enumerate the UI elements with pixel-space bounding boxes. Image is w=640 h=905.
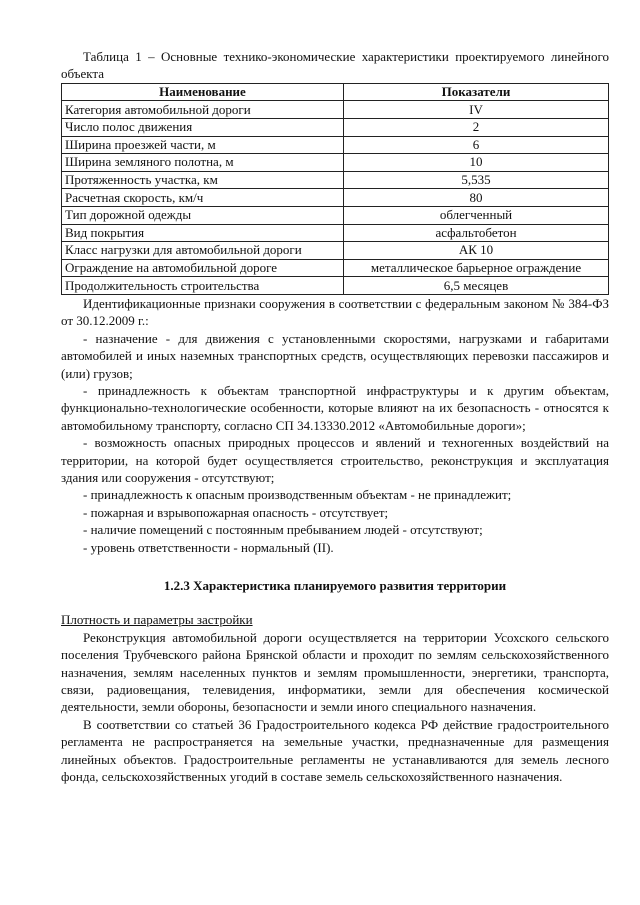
table-cell: металлическое барьерное ограждение	[344, 259, 609, 277]
table-cell: Тип дорожной одежды	[62, 206, 344, 224]
table-cell: IV	[344, 101, 609, 119]
body-paragraph: В соответствии со статьей 36 Градостроительного кодекса РФ действие градостроительного регламента не распространяется на земельные участки, предназначенные для размещения линейных объектов. Градостроительные регламенты не устанавливаются для земель лесного фонда, сельскохозяйственных угодий в составе земель сельскохозяйственного назначения.	[61, 716, 609, 785]
table-cell: облегченный	[344, 206, 609, 224]
table-cell: 5,535	[344, 171, 609, 189]
subheading-text: Плотность и параметры застройки	[61, 612, 253, 628]
column-header: Показатели	[344, 83, 609, 101]
list-item: - возможность опасных природных процессов и явлений и техногенных воздействий на территории, на которой будет осуществляется строительство, реконструкция и эксплуатация здания или сооружения - отсутствуют;	[61, 435, 609, 485]
table-header-row	[62, 83, 609, 101]
body-paragraph: Реконструкция автомобильной дороги осуществляется на территории Усохского сельского поселения Трубчевского района Брянской области и проходит по землям сельскохозяйственного назначения, землям населенных пунктов и землям промышленности, энергетики, транспорта, связи, радиовещания, телевидения, информатики, земли для обеспечения космической деятельности, земли обороны, безопасности и земли иного специального назначения.	[61, 629, 609, 715]
table-cell: Расчетная скорость, км/ч	[62, 189, 344, 207]
table-row	[62, 189, 609, 207]
table-row	[62, 277, 609, 295]
column-header: Наименование	[62, 83, 344, 101]
list-item: - пожарная и взрывопожарная опасность - отсутствует;	[83, 504, 389, 520]
intro-paragraph: Идентификационные признаки сооружения в соответствии с федеральным законом № 384-ФЗ от 30.12.2009 г.:	[61, 295, 609, 329]
table-row	[62, 206, 609, 224]
table-row	[62, 242, 609, 260]
table-caption: Таблица 1 – Основные технико-экономические характеристики проектируемого линейного объекта	[61, 49, 609, 82]
table-cell: Вид покрытия	[62, 224, 344, 242]
table-cell: АК 10	[344, 242, 609, 260]
list-item: - назначение - для движения с установленными скоростями, нагрузками и габаритами автомобилей и иных наземных транспортных средств, осуществляющих перевозки пассажиров и (или) грузов;	[61, 330, 609, 381]
table-cell: 2	[344, 119, 609, 137]
table-cell: Ширина проезжей части, м	[62, 136, 344, 154]
table-row	[62, 136, 609, 154]
table-row	[62, 119, 609, 137]
list-item: - наличие помещений с постоянным пребыванием людей - отсутствуют;	[83, 522, 483, 538]
list-item: - уровень ответственности - нормальный (II).	[83, 539, 334, 555]
document-page	[61, 48, 609, 786]
list-item: - принадлежность к опасным производственным объектам - не принадлежит;	[83, 487, 512, 503]
table-row	[62, 154, 609, 172]
table-cell: Класс нагрузки для автомобильной дороги	[62, 242, 344, 260]
table-row	[62, 224, 609, 242]
table-row	[62, 259, 609, 277]
list-item: - принадлежность к объектам транспортной инфраструктуры и к другим объектам, функционально-технологические особенности, которые влияют на их безопасность - относятся к автомобильному транспорту, согласно СП 34.13330.2012 «Автомобильные дороги»;	[61, 382, 609, 433]
table-cell: Протяженность участка, км	[62, 171, 344, 189]
table-cell: 10	[344, 154, 609, 172]
table-cell: Продолжительность строительства	[62, 277, 344, 295]
table-row	[62, 171, 609, 189]
table-row	[62, 101, 609, 119]
table-cell: 6,5 месяцев	[344, 277, 609, 295]
table-cell: 6	[344, 136, 609, 154]
table-cell: 80	[344, 189, 609, 207]
section-heading: 1.2.3 Характеристика планируемого развития территории	[163, 578, 507, 594]
characteristics-table	[61, 83, 609, 295]
table-cell: Ширина земляного полотна, м	[62, 154, 344, 172]
table-cell: Категория автомобильной дороги	[62, 101, 344, 119]
subheading	[61, 611, 609, 628]
table-cell: Число полос движения	[62, 119, 344, 137]
table-cell: асфальтобетон	[344, 224, 609, 242]
table-cell: Ограждение на автомобильной дороге	[62, 259, 344, 277]
